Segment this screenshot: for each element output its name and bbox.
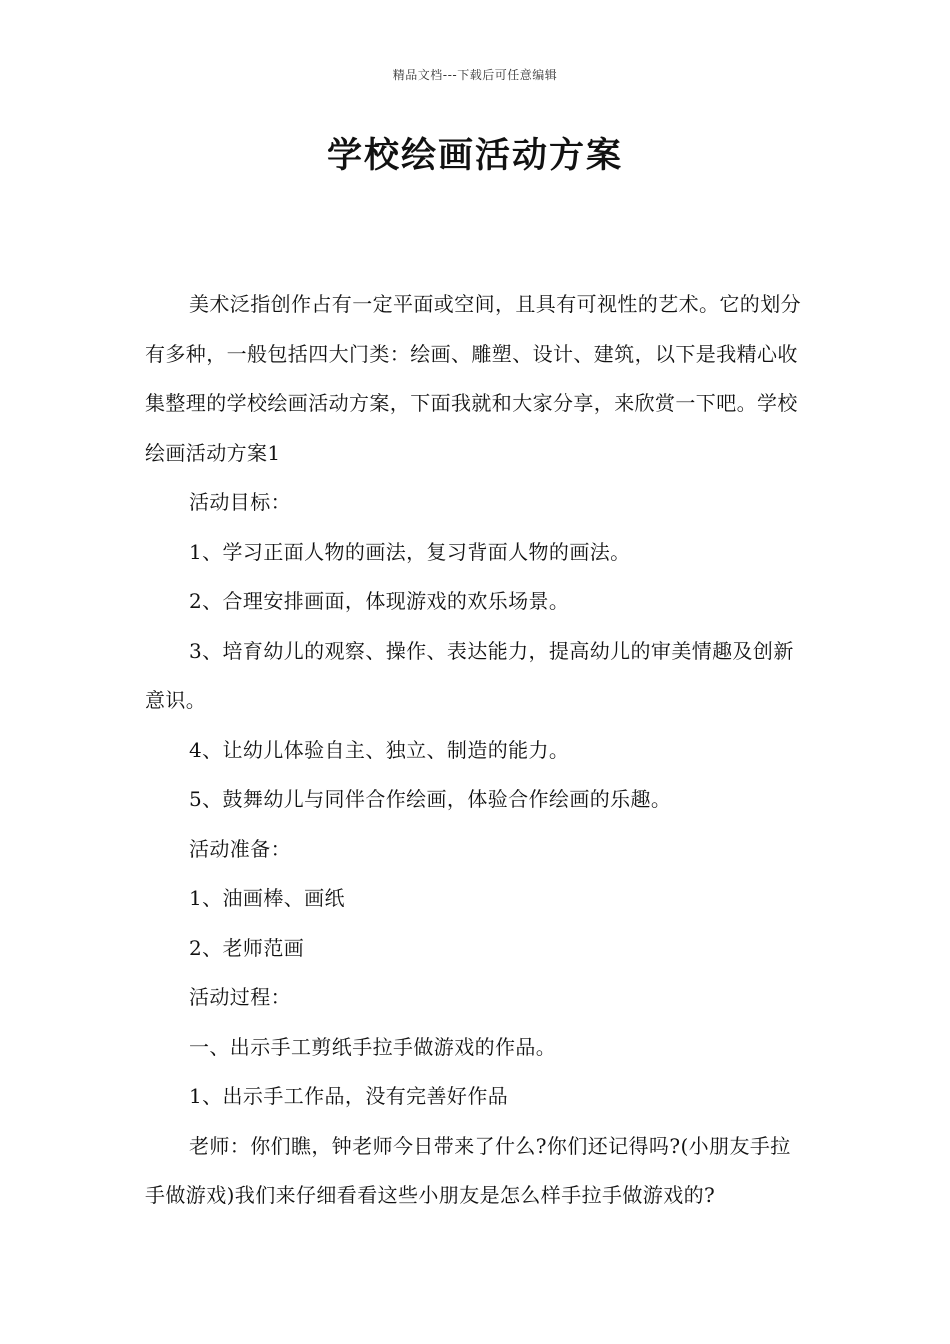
goal-item: 2、合理安排画面，体现游戏的欢乐场景。	[189, 589, 570, 613]
header-note: 精品文档---下载后可任意编辑	[392, 68, 558, 82]
intro-paragraph: 美术泛指创作占有一定平面或空间，且具有可视性的艺术。它的划分有多种，一般包括四大门类：绘画、雕塑、设计、建筑，以下是我精心收集整理的学校绘画活动方案，下面我就和大家分享，来欣赏一下吧。学校绘画活动方案1	[145, 292, 801, 465]
document-body	[145, 280, 810, 1221]
goal-item: 1、学习正面人物的画法，复习背面人物的画法。	[189, 539, 631, 564]
goal-item: 3、培育幼儿的观察、操作、表达能力，提高幼儿的审美情趣及创新意识。	[145, 638, 794, 712]
process-substep: 1、出示手工作品，没有完善好作品	[189, 1084, 509, 1108]
goal-item: 5、鼓舞幼儿与同伴合作绘画，体验合作绘画的乐趣。	[189, 787, 672, 811]
preparation-item: 2、老师范画	[189, 935, 305, 960]
preparation-item: 1、油画棒、画纸	[189, 886, 345, 910]
goal-item: 4、让幼儿体验自主、独立、制造的能力。	[189, 737, 570, 762]
section-heading-preparation: 活动准备：	[189, 836, 291, 861]
document-title: 学校绘画活动方案	[326, 135, 623, 176]
process-step: 一、出示手工剪纸手拉手做游戏的作品。	[189, 1034, 557, 1059]
section-heading-goals: 活动目标：	[189, 490, 291, 514]
teacher-dialogue: 老师：你们瞧，钟老师今日带来了什么?你们还记得吗?(小朋友手拉手做游戏)我们来仔细看看这些小朋友是怎么样手拉手做游戏的?	[145, 1133, 791, 1207]
section-heading-process: 活动过程：	[189, 985, 291, 1009]
